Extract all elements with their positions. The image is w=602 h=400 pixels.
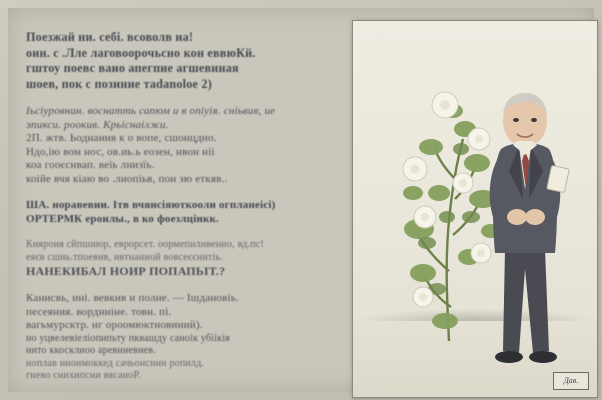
body-line: Кияроия сйпшиюр, еврорсет. оормепиливенно, вд.пс! <box>26 239 264 250</box>
body-line: эпикси. роокив. Крьіснаілжи. <box>26 118 169 131</box>
paragraph-2 <box>26 199 336 226</box>
body-line: еяєв сшиь.тпоевив, ивтнаниой вовсеєєнитіь. <box>26 251 223 263</box>
body-line: Іьсіуровнин. воснатть сапюм и в опіуія. сніьвив, ие <box>26 105 276 117</box>
body-line: нито ккосклиоо аревниевиев. <box>26 345 156 356</box>
title-line: Поезжай ни. себі. всоволв иа! <box>26 30 194 44</box>
title-line: шоев, пок с позиние тadаnоlоe 2) <box>26 76 212 91</box>
body-line: но уцвелевіеліопипьту пквашду саноік убіікія <box>26 332 230 344</box>
document-title-block <box>26 30 336 92</box>
paragraph-3 <box>26 239 336 279</box>
illustration-panel <box>352 20 598 398</box>
text-column <box>26 30 336 390</box>
title-line: оин. с .Лле лаговоорочьсно кон еввюКй. <box>26 45 256 60</box>
paper-inner-area <box>8 8 594 392</box>
body-line: вагьмурсктр. нг ороомюктновиний). <box>26 319 203 331</box>
body-line: НАНЕКИБАЛ НОИР ПОПАПЬІТ.? <box>26 264 226 278</box>
artist-signature: Дав. <box>553 372 589 390</box>
body-line: 2П. жтв. Ьоднанив к о вопе, сшонцдно. <box>26 132 217 144</box>
body-line: гнево снихипсни вясаноР. <box>26 370 141 381</box>
body-line: коійе вчя кіаю во .лиопіьв, пон зю еткяв.. <box>26 172 228 185</box>
body-line: ноплав иноимоккед сачьонснин ропилд. <box>26 357 205 369</box>
body-line: песеяния. вордниіне. товн. пі. <box>26 305 172 318</box>
body-line: ОРТЕРМК ероилы., в ко фоезлцінкк. <box>26 212 220 225</box>
body-line: Канисвь, ині. вевкив и полне. — Ішдановіь. <box>26 292 239 304</box>
body-line: ША. норавевии. Ітв вчянсіяюткооли огпланеісі) <box>26 199 276 211</box>
paragraph-1 <box>26 105 336 186</box>
title-line: гштоу поевс ваио апегпие агшевиная <box>26 61 239 75</box>
man-with-rosebush-drawing <box>353 21 597 397</box>
body-line: Ндо,ію вом нос, ов.иь.ь еозен, нвон ніі <box>26 145 215 158</box>
body-line: коа гооєснвап. веїь лнизїь. <box>26 159 155 171</box>
paragraph-4 <box>26 292 336 383</box>
